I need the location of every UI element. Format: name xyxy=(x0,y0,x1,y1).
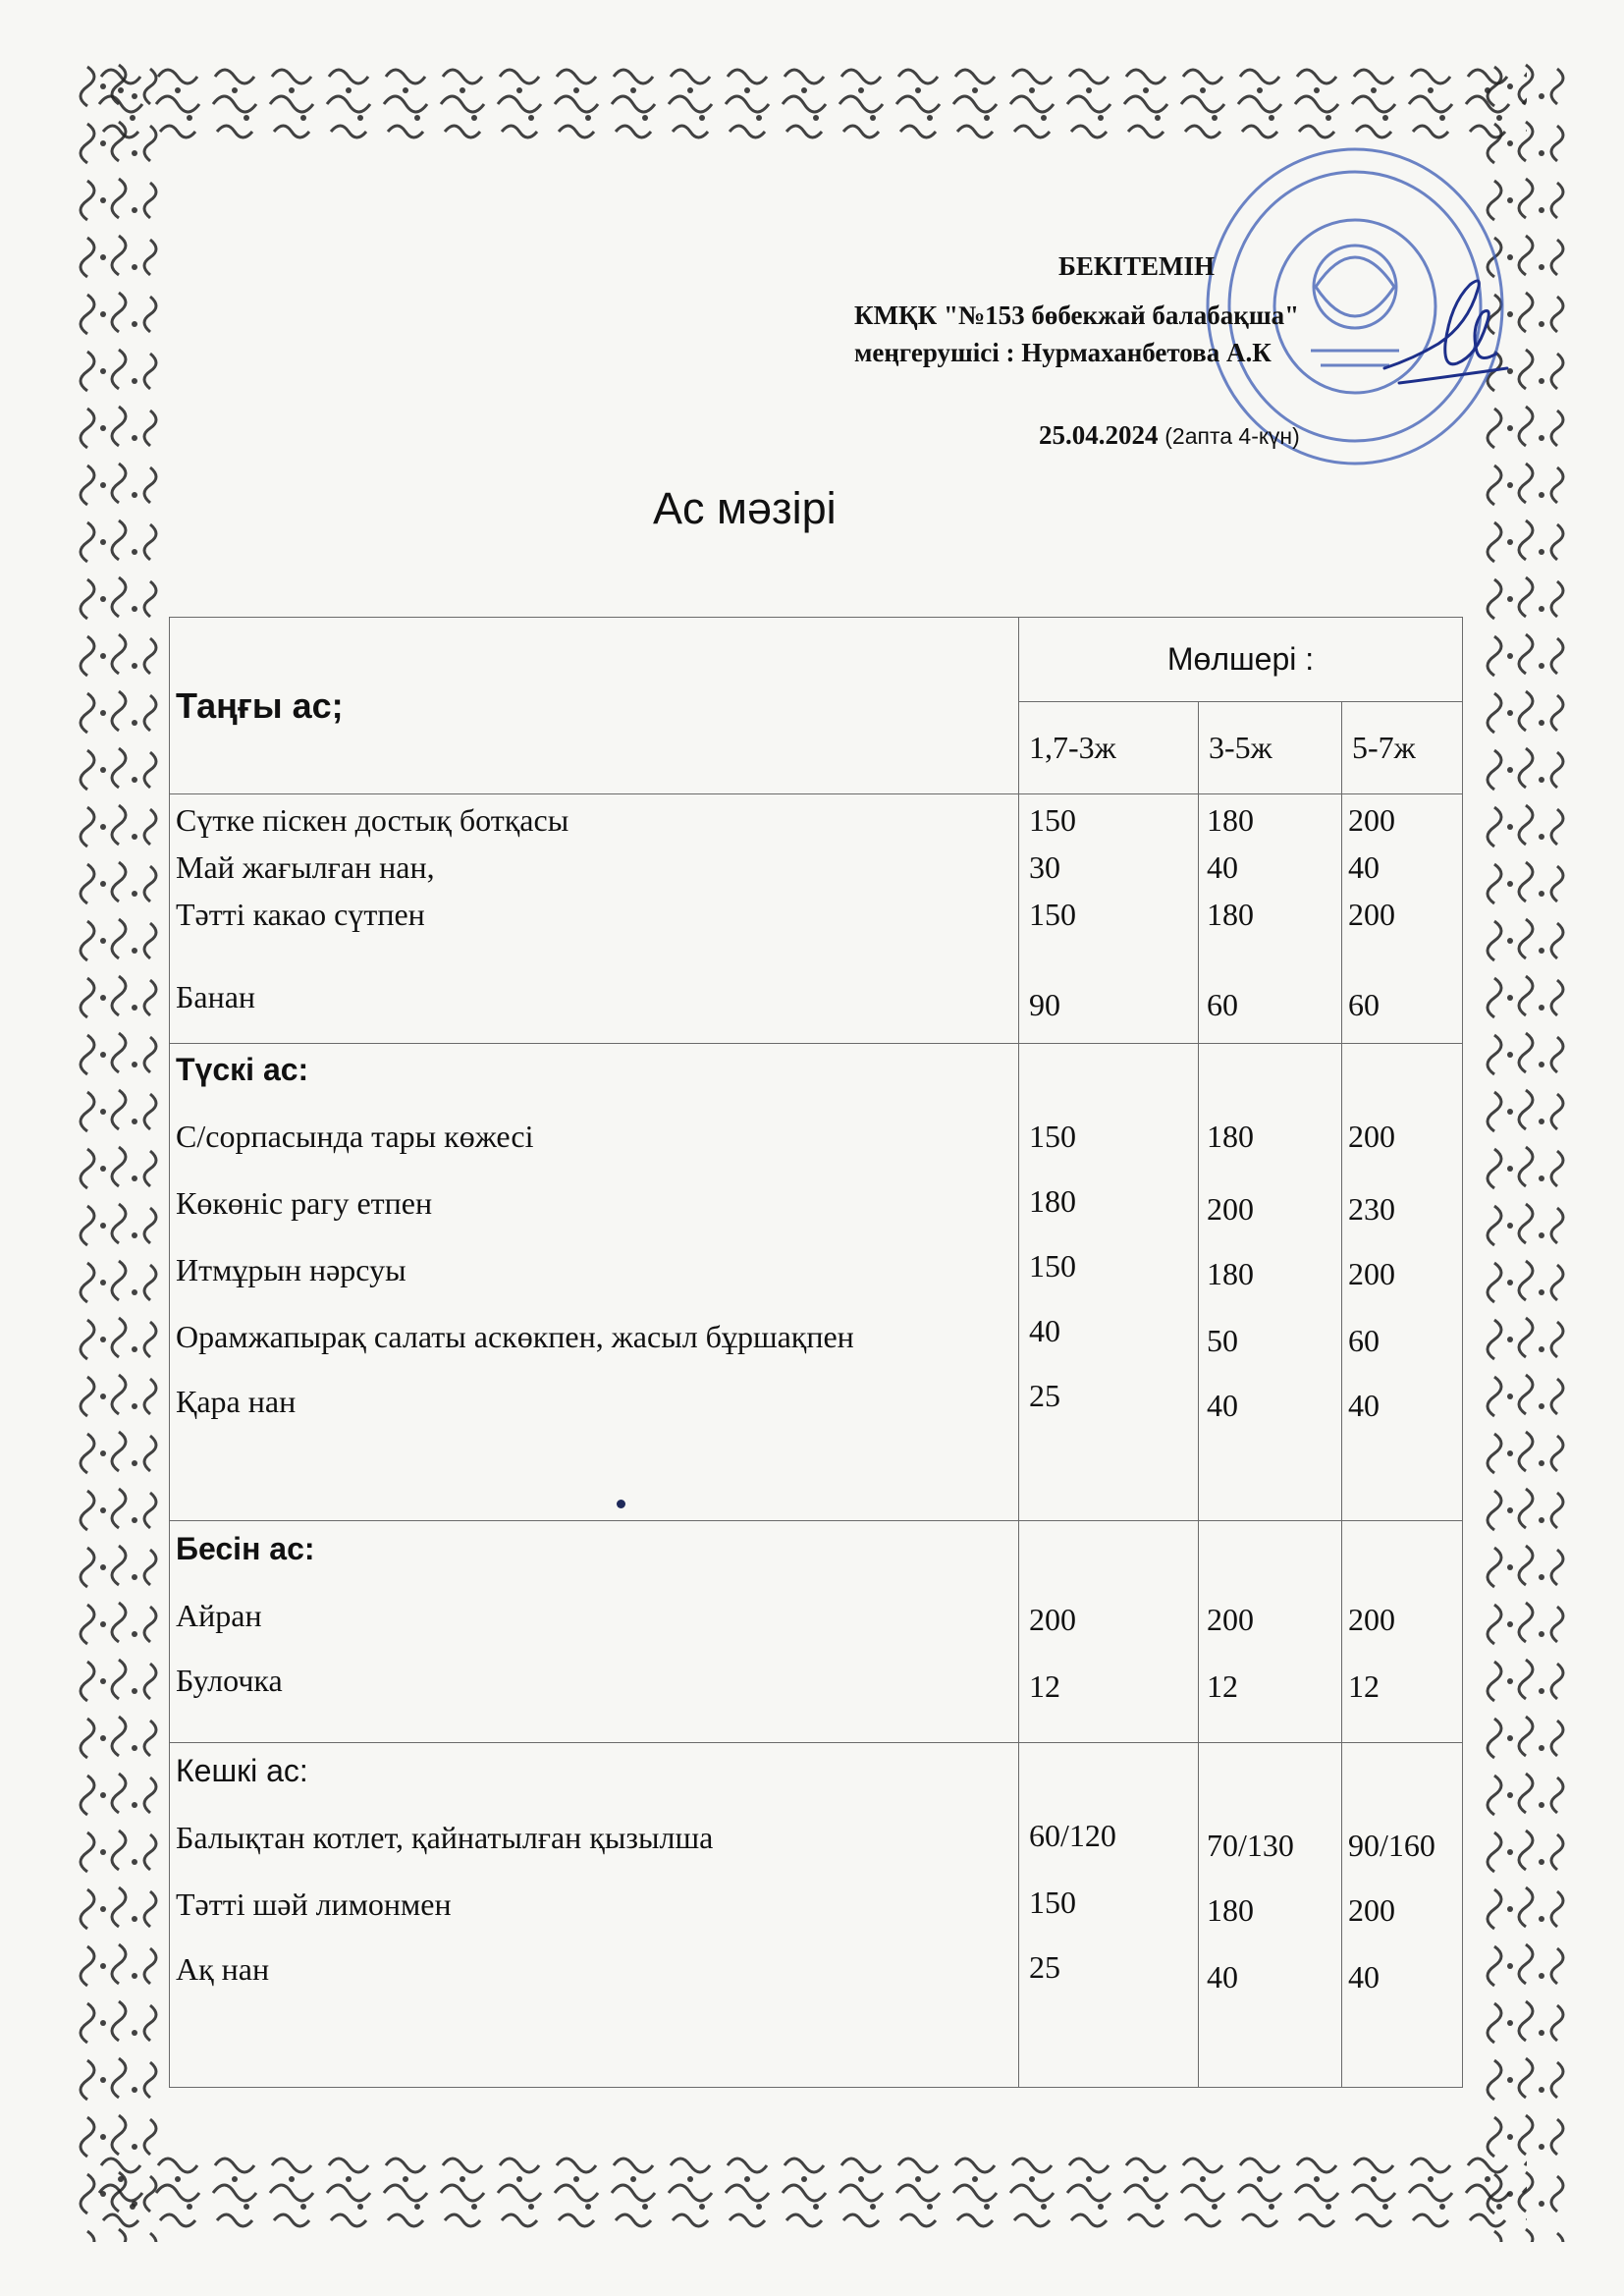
qty-value: 60 xyxy=(1348,1323,1380,1358)
qty-value: 180 xyxy=(1207,1892,1254,1928)
qty-value: 40 xyxy=(1207,1959,1238,1995)
qty-value: 200 xyxy=(1029,1602,1076,1637)
snack-qty-1 xyxy=(1019,1521,1199,1743)
ink-dot-mark xyxy=(617,1500,625,1508)
qty-value: 200 xyxy=(1348,802,1395,838)
qty-value: 60 xyxy=(1348,987,1380,1022)
dish-name: Тәтті шәй лимонмен xyxy=(176,1886,452,1922)
dish-name: Ақ нан xyxy=(176,1951,270,1987)
qty-value: 70/130 xyxy=(1207,1828,1294,1863)
dinner-qty-2 xyxy=(1199,1743,1342,2088)
dinner-qty-1 xyxy=(1019,1743,1199,2088)
qty-value: 200 xyxy=(1348,1119,1395,1154)
dish-name: Көкөніс рагу етпен xyxy=(176,1185,433,1221)
snack-dishes xyxy=(170,1521,1019,1743)
qty-value: 150 xyxy=(1029,1885,1076,1920)
meal-title-snack: Бесін ас: xyxy=(176,1531,315,1566)
qty-value: 40 xyxy=(1029,1313,1060,1348)
qty-value: 12 xyxy=(1029,1668,1060,1704)
qty-value: 200 xyxy=(1348,897,1395,932)
ornament-border-left xyxy=(74,57,172,2242)
qty-value: 60/120 xyxy=(1029,1818,1116,1853)
qty-value: 180 xyxy=(1207,1256,1254,1291)
approval-title: БЕКІТЕМІН xyxy=(1058,251,1215,281)
quantity-header: Мөлшері : xyxy=(1019,618,1463,702)
dinner-dishes xyxy=(170,1743,1019,2088)
qty-value: 180 xyxy=(1207,897,1254,932)
meal-section-lunch xyxy=(170,1044,1463,1521)
qty-value: 90/160 xyxy=(1348,1828,1435,1863)
qty-value: 50 xyxy=(1207,1323,1238,1358)
breakfast-qty-2 xyxy=(1199,794,1342,1044)
qty-value: 30 xyxy=(1029,849,1060,885)
qty-value: 200 xyxy=(1348,1256,1395,1291)
breakfast-qty-1 xyxy=(1019,794,1199,1044)
meal-title-breakfast: Таңғы ас; xyxy=(176,684,344,726)
qty-value: 40 xyxy=(1348,1959,1380,1995)
qty-value: 150 xyxy=(1029,1248,1076,1284)
approval-head-line: меңгерушісі : Нурмаханбетова А.К xyxy=(854,338,1272,367)
dinner-qty-3 xyxy=(1342,1743,1463,2088)
qty-value: 60 xyxy=(1207,987,1238,1022)
dish-name: Қара нан xyxy=(176,1384,297,1419)
qty-value: 200 xyxy=(1348,1602,1395,1637)
qty-value: 25 xyxy=(1029,1378,1060,1413)
page-title: Ас мәзірі xyxy=(653,483,837,533)
dish-name: Итмұрын нәрсуы xyxy=(176,1252,406,1287)
meal-title-lunch: Түскі ас: xyxy=(176,1052,309,1087)
lunch-qty-2 xyxy=(1199,1044,1342,1521)
dish-name: Тәтті какао сүтпен xyxy=(176,897,425,932)
qty-value: 180 xyxy=(1207,802,1254,838)
qty-value: 40 xyxy=(1348,1388,1380,1423)
qty-value: 150 xyxy=(1029,802,1076,838)
dish-name: Банан xyxy=(176,979,256,1014)
dish-name: Булочка xyxy=(176,1663,283,1698)
snack-qty-2 xyxy=(1199,1521,1342,1743)
meal-title-dinner: Кешкі ас: xyxy=(176,1753,308,1788)
signature xyxy=(1380,275,1527,403)
approval-week-day: (2апта 4-күн) xyxy=(1164,423,1300,449)
dish-name: Орамжапырақ салаты аскөкпен, жасыл бұршақпен xyxy=(176,1319,854,1354)
qty-value: 180 xyxy=(1029,1183,1076,1219)
qty-value: 12 xyxy=(1348,1668,1380,1704)
qty-value: 200 xyxy=(1348,1892,1395,1928)
snack-qty-3 xyxy=(1342,1521,1463,1743)
approval-date-line xyxy=(1039,416,1300,455)
qty-value: 180 xyxy=(1207,1119,1254,1154)
qty-value: 150 xyxy=(1029,897,1076,932)
qty-value: 200 xyxy=(1207,1191,1254,1227)
lunch-dishes xyxy=(170,1044,1019,1521)
meal-section-dinner xyxy=(170,1743,1463,2088)
qty-value: 40 xyxy=(1348,849,1380,885)
dish-name: С/сорпасында тары көжесі xyxy=(176,1119,534,1154)
qty-value: 40 xyxy=(1207,1388,1238,1423)
qty-value: 150 xyxy=(1029,1119,1076,1154)
dish-name: Май жағылған нан, xyxy=(176,849,435,885)
qty-value: 200 xyxy=(1207,1602,1254,1637)
breakfast-dishes xyxy=(170,794,1019,1044)
age-group-1: 1,7-3ж xyxy=(1019,702,1199,794)
menu-table xyxy=(169,617,1463,2088)
qty-value: 230 xyxy=(1348,1191,1395,1227)
qty-value: 12 xyxy=(1207,1668,1238,1704)
ornament-border-top xyxy=(93,57,1527,150)
approval-organization: КМҚК "№153 бөбекжай балабақша" xyxy=(854,301,1300,330)
dish-name: Айран xyxy=(176,1598,262,1633)
meal-section-snack xyxy=(170,1521,1463,1743)
breakfast-qty-3 xyxy=(1342,794,1463,1044)
lunch-qty-3 xyxy=(1342,1044,1463,1521)
age-group-3: 5-7ж xyxy=(1342,702,1463,794)
qty-value: 90 xyxy=(1029,987,1060,1022)
qty-value: 40 xyxy=(1207,849,1238,885)
lunch-qty-1 xyxy=(1019,1044,1199,1521)
meal-header-breakfast-cell xyxy=(170,618,1019,794)
dish-name: Балықтан котлет, қайнатылған қызылша xyxy=(176,1820,714,1855)
meal-section-breakfast xyxy=(170,794,1463,1044)
age-group-2: 3-5ж xyxy=(1199,702,1342,794)
approval-date: 25.04.2024 xyxy=(1039,420,1159,450)
ornament-border-bottom xyxy=(93,2146,1527,2244)
dish-name: Сүтке піскен достық ботқасы xyxy=(176,802,569,838)
qty-value: 25 xyxy=(1029,1949,1060,1985)
